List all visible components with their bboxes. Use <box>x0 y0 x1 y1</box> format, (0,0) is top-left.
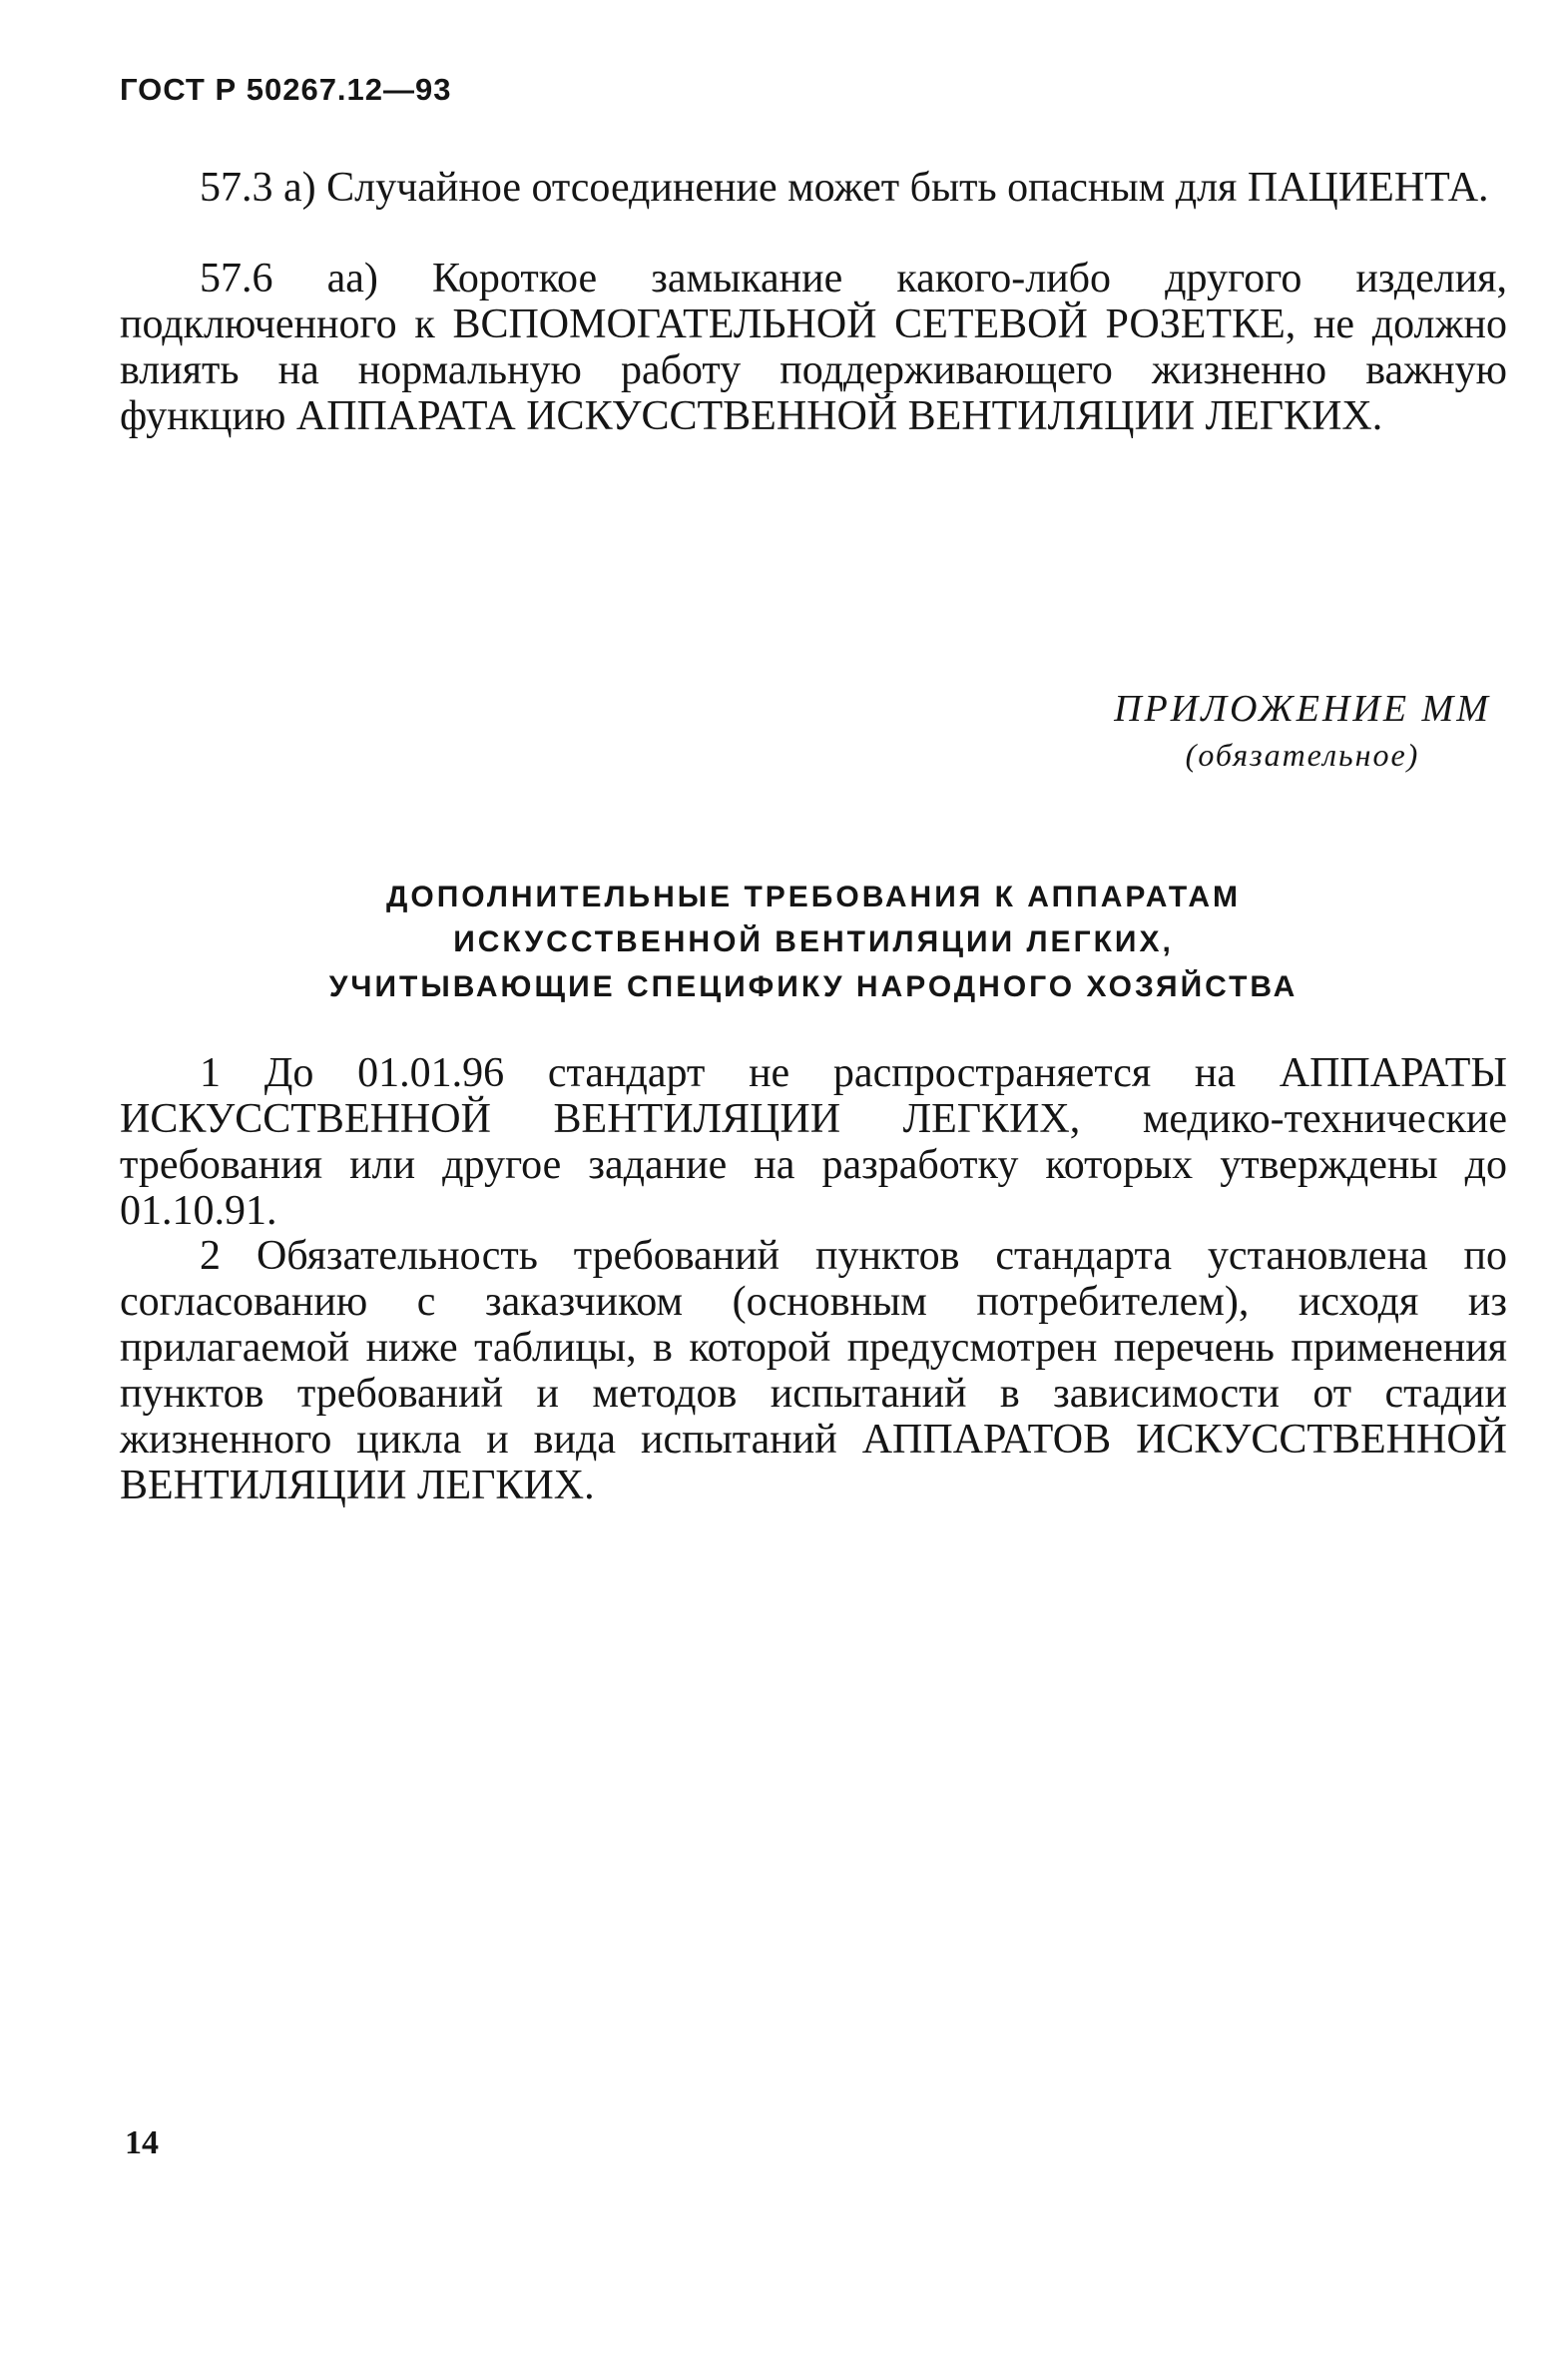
appendix-status: (обязательное) <box>1185 737 1420 773</box>
section-heading-line: ИСКУССТВЕННОЙ ВЕНТИЛЯЦИИ ЛЕГКИХ, <box>453 925 1174 958</box>
section-heading <box>120 875 1507 1009</box>
page-number: 14 <box>125 2124 159 2161</box>
clause-57-3: 57.3 а) Случайное отсоединение может быть опасным для ПАЦИЕНТА. <box>200 165 1489 211</box>
clause-57-6: 57.6 аа) Короткое замыкание какого-либо другого изделия, подключенного к ВСПОМОГАТЕЛЬНОЙ СЕТЕВОЙ РОЗЕТКЕ, не должно влиять на нормальную работу поддерживающего жизненно важную функцию АППАРАТА ИСКУССТВЕННОЙ ВЕНТИЛЯЦИИ ЛЕГКИХ. <box>120 256 1507 439</box>
section-heading-line: УЧИТЫВАЮЩИЕ СПЕЦИФИКУ НАРОДНОГО ХОЗЯЙСТВА <box>328 970 1299 1003</box>
section-heading-line: ДОПОЛНИТЕЛЬНЫЕ ТРЕБОВАНИЯ К АППАРАТАМ <box>385 881 1241 913</box>
appendix-title: ПРИЛОЖЕНИЕ ММ <box>1114 688 1491 730</box>
standard-header: ГОСТ Р 50267.12—93 <box>120 72 452 107</box>
appendix-item-2: 2 Обязательность требований пунктов стандарта установлена по согласованию с заказчиком (основным потребителем), исходя из прилагаемой ниже таблицы, в которой предусмотрен перечень применения пунктов требований и методов испытаний в зависимости от стадии жизненного цикла и вида испытаний АППАРАТОВ ИСКУССТВЕННОЙ ВЕНТИЛЯЦИИ ЛЕГКИХ. <box>120 1233 1507 1508</box>
appendix-item-1: 1 До 01.01.96 стандарт не распространяется на АППАРАТЫ ИСКУССТВЕННОЙ ВЕНТИЛЯЦИИ ЛЕГКИХ, медико-технические требования или другое задание на разработку которых утверждены до 01.10.91. <box>120 1050 1507 1234</box>
